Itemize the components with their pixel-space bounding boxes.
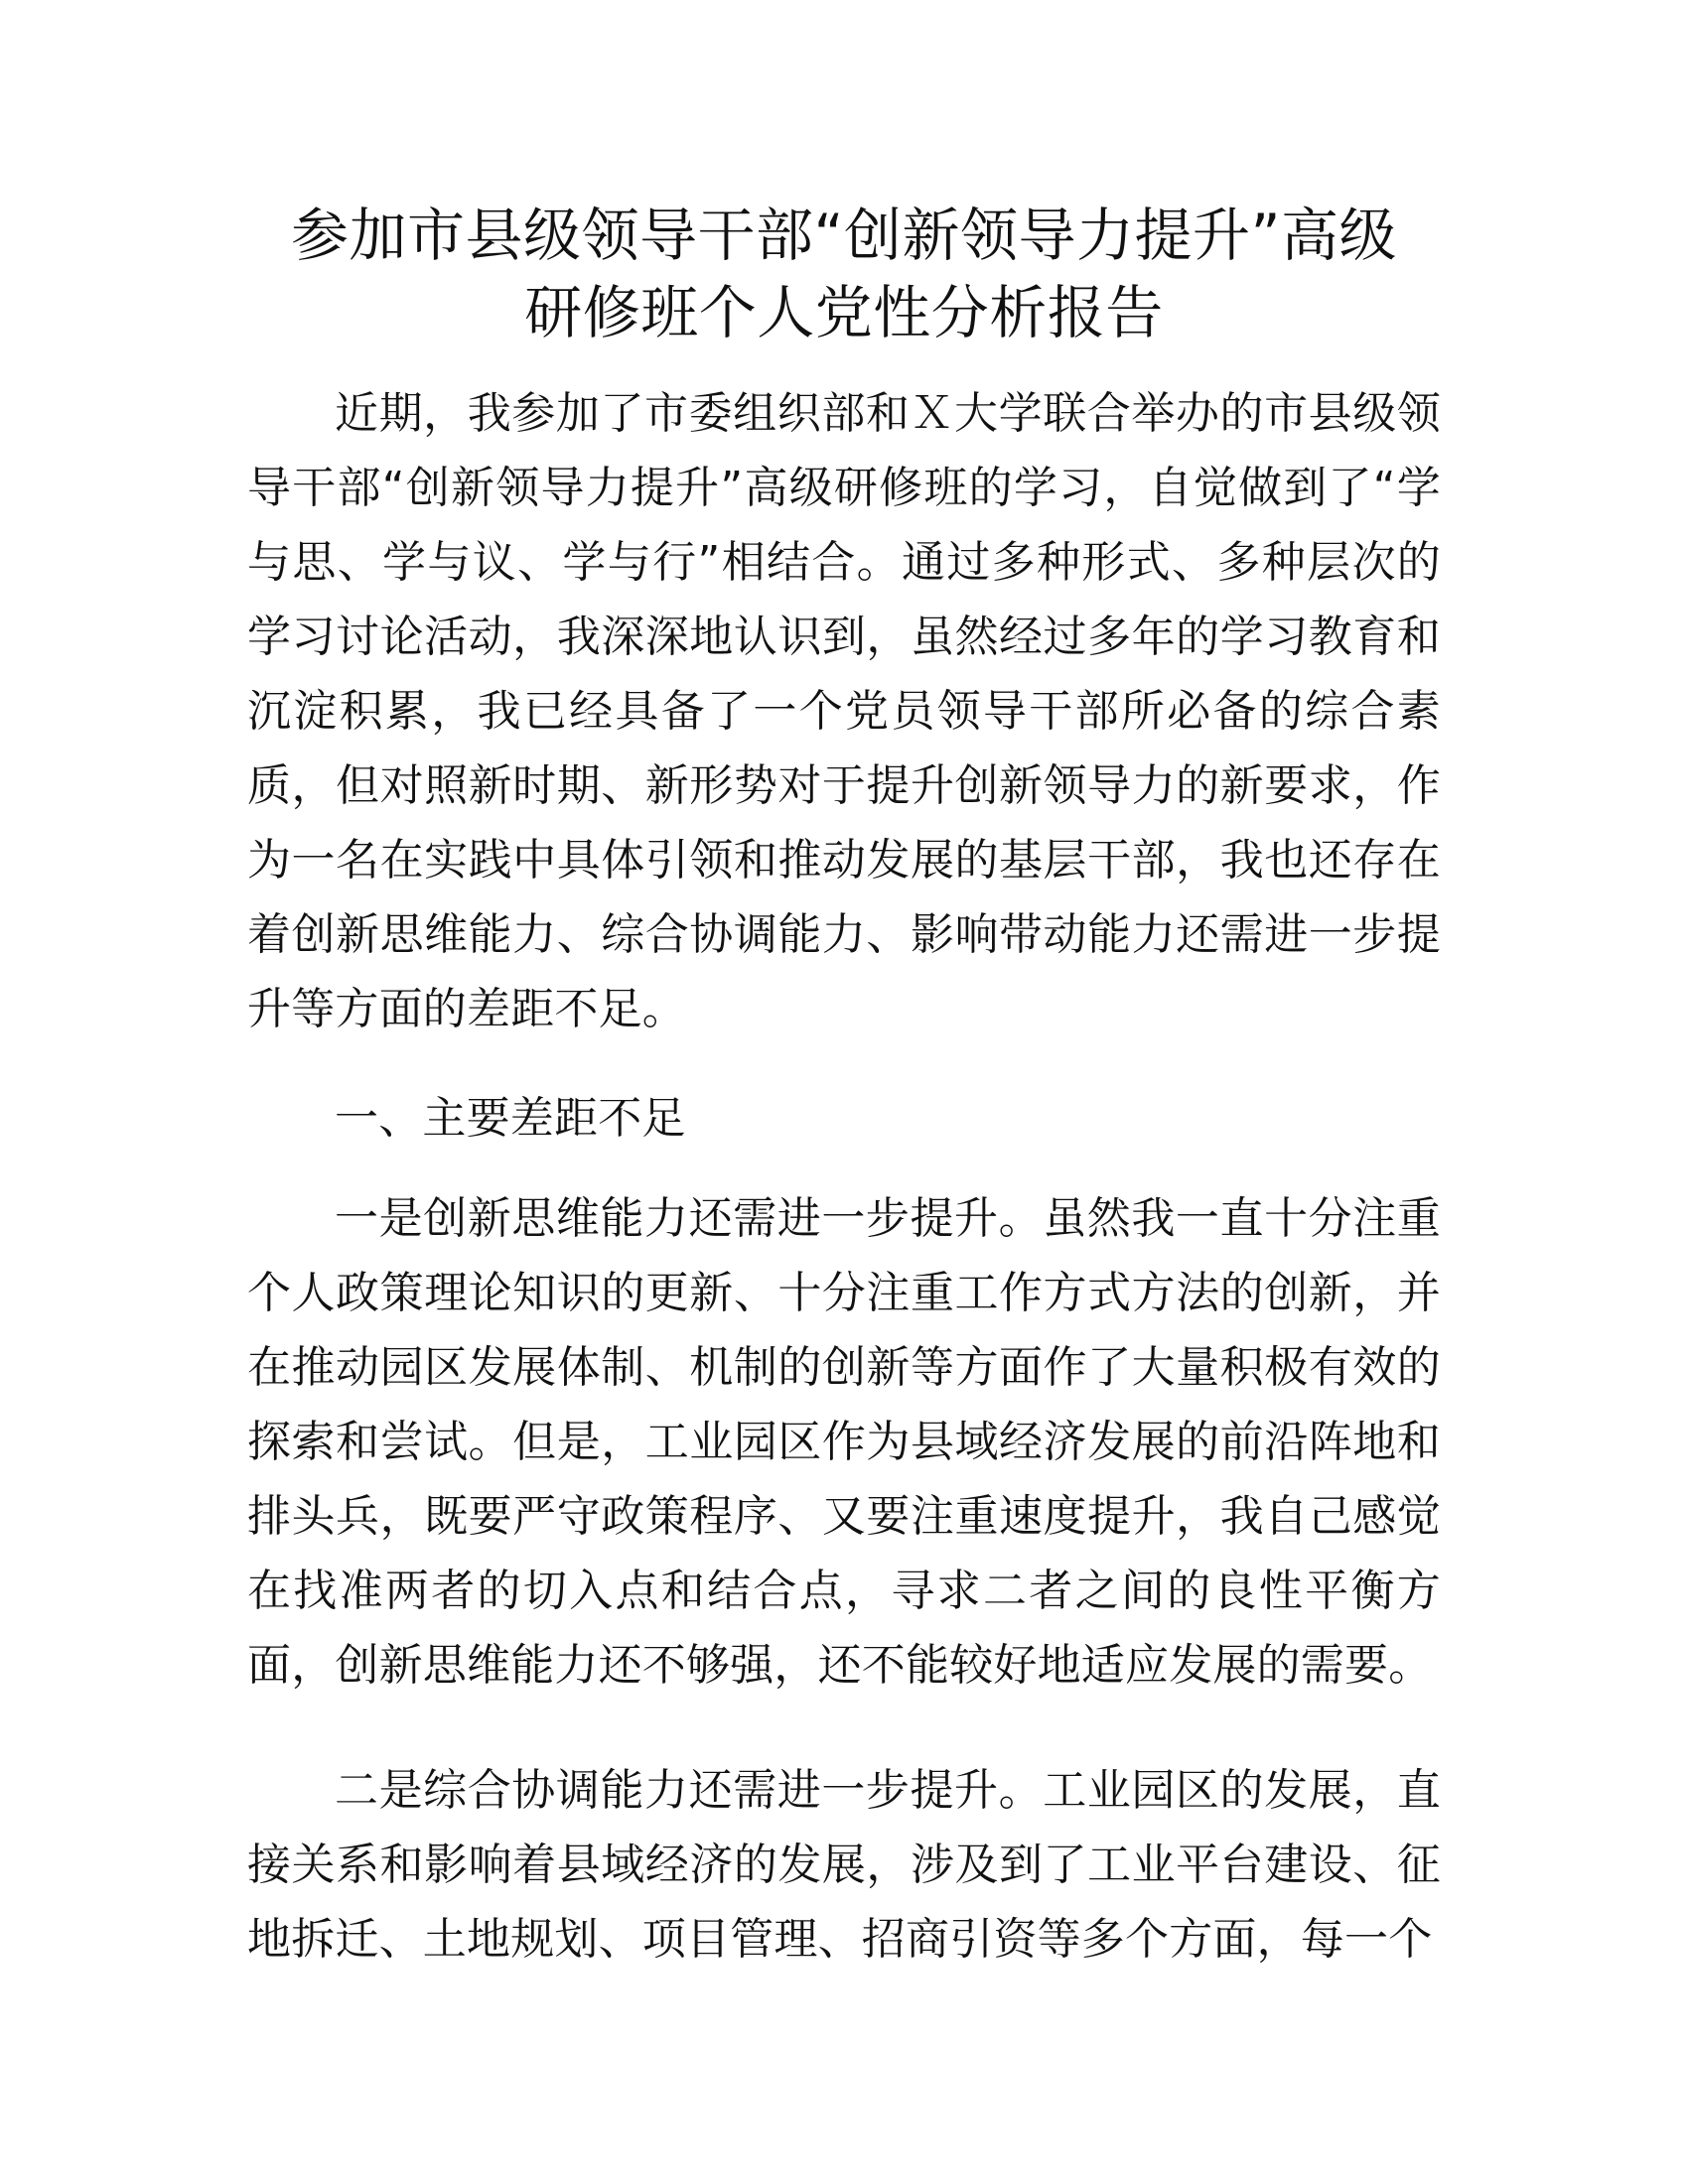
- document-title: [199, 197, 1489, 351]
- point-one-paragraph: 一是创新思维能力还需进一步提升。虽然我一直十分注重个人政策理论知识的更新、十分注重工作方式方法的创新，并在推动园区发展体制、机制的创新等方面作了大量积极有效的探索和尝试。但是，工业园区作为县域经济发展的前沿阵地和排头兵，既要严守政策程序、又要注重速度提升，我自己感觉在找准两者的切入点和结合点，寻求二者之间的良性平衡方面，创新思维能力还不够强，还不能较好地适应发展的需要。: [247, 1193, 1441, 1691]
- intro-paragraph: 近期，我参加了市委组织部和Ｘ大学联合举办的市县级领导干部“创新领导力提升”高级研修班的学习，自觉做到了“学与思、学与议、学与行”相结合。通过多种形式、多种层次的学习讨论活动，我深深地认识到，虽然经过多年的学习教育和沉淀积累，我已经具备了一个党员领导干部所必备的综合素质，但对照新时期、新形势对于提升创新领导力的新要求，作为一名在实践中具体引领和推动发展的基层干部，我也还存在着创新思维能力、综合协调能力、影响带动能力还需进一步提升等方面的差距不足。: [247, 388, 1441, 1034]
- section-heading: 一、主要差距不足: [335, 1093, 686, 1144]
- point-two-paragraph: 二是综合协调能力还需进一步提升。工业园区的发展，直接关系和影响着县域经济的发展，涉及到了工业平台建设、征地拆迁、土地规划、项目管理、招商引资等多个方面，每一个: [247, 1765, 1441, 1965]
- title-line-2: 研修班个人党性分析报告: [524, 279, 1164, 346]
- title-line-1: 参加市县级领导干部“创新领导力提升”高级: [290, 202, 1398, 269]
